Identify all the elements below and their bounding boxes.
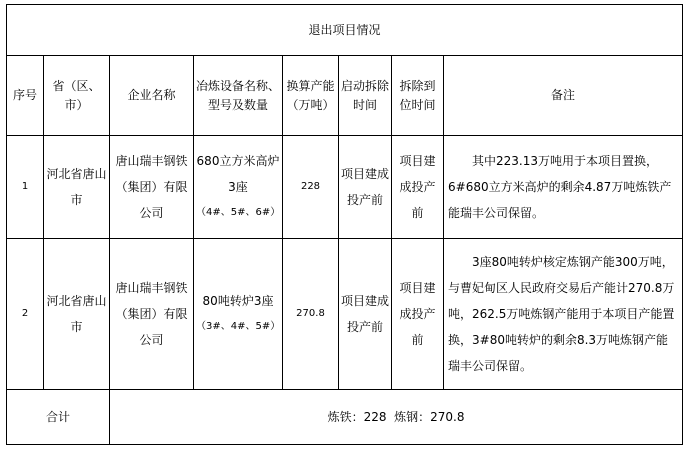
table-row	[7, 136, 683, 239]
row-company: 唐山瑞丰钢铁（集团）有限公司	[110, 136, 194, 239]
row-start-time: 项目建成投产前	[339, 239, 392, 390]
row-seq: 2	[7, 239, 44, 390]
row-equipment	[194, 136, 283, 239]
row-seq: 1	[7, 136, 44, 239]
header-remark: 备注	[444, 56, 683, 136]
header-province: 省（区、市）	[44, 56, 110, 136]
row-company: 唐山瑞丰钢铁（集团）有限公司	[110, 239, 194, 390]
total-label: 合计	[7, 390, 110, 445]
total-row	[7, 390, 683, 445]
row-finish-time: 项目建成投产前	[392, 136, 444, 239]
equipment-detail: （3#、4#、5#）	[196, 321, 281, 332]
exit-project-table	[6, 4, 683, 445]
header-start-time: 启动拆除时间	[339, 56, 392, 136]
header-equipment: 冶炼设备名称、型号及数量	[194, 56, 283, 136]
header-capacity: 换算产能（万吨）	[283, 56, 339, 136]
equipment-main: 80吨转炉3座	[202, 294, 274, 308]
header-finish-time: 拆除到位时间	[392, 56, 444, 136]
row-finish-time: 项目建成投产前	[392, 239, 444, 390]
row-capacity: 270.8	[283, 239, 339, 390]
header-seq: 序号	[7, 56, 44, 136]
table-title: 退出项目情况	[7, 5, 683, 56]
row-province: 河北省唐山市	[44, 239, 110, 390]
row-capacity: 228	[283, 136, 339, 239]
total-value: 炼铁：228 炼钢：270.8	[110, 390, 683, 445]
header-company: 企业名称	[110, 56, 194, 136]
equipment-detail: （4#、5#、6#）	[196, 207, 281, 218]
row-start-time: 项目建成投产前	[339, 136, 392, 239]
row-equipment	[194, 239, 283, 390]
equipment-main: 680立方米高炉3座	[196, 154, 280, 194]
row-province: 河北省唐山市	[44, 136, 110, 239]
row-remark: 3座80吨转炉核定炼钢产能300万吨，与曹妃甸区人民政府交易后产能计270.8万吨，262.5万吨炼钢产能用于本项目产能置换，3#80吨转炉的剩余8.3万吨炼钢产能瑞丰公司保留。	[444, 239, 683, 390]
row-remark: 其中223.13万吨用于本项目置换，6#680立方米高炉的剩余4.87万吨炼铁产能瑞丰公司保留。	[444, 136, 683, 239]
table-row	[7, 239, 683, 390]
